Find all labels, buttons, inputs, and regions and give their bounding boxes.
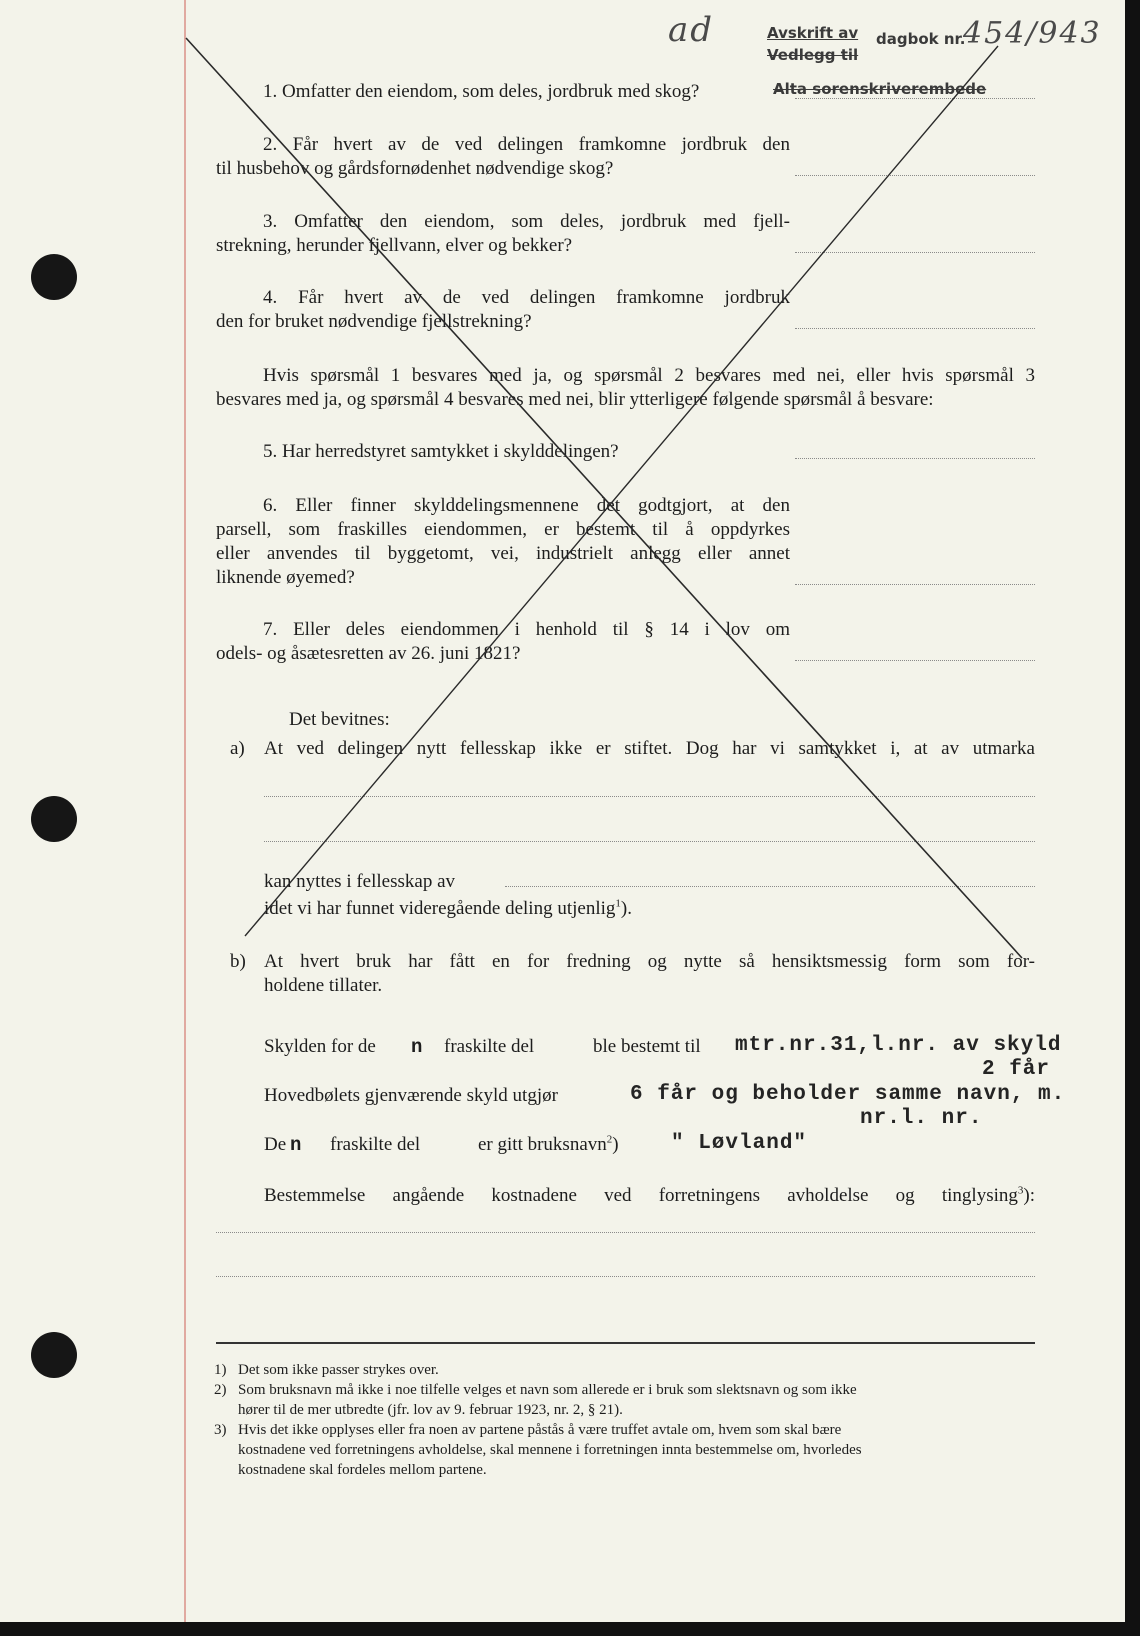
question-7-line2: odels- og åsætesretten av 26. juni 1821? [216, 643, 521, 664]
item-a-line1: At ved delingen nytt fellesskap ikke er stiftet. Dog har vi samtykket i, at av utmarka [264, 738, 1035, 759]
stamp-dagbok: dagbok nr. [876, 30, 966, 48]
footnote-3-mark: 3) [214, 1422, 227, 1438]
bruksnavn-label-mid: fraskilte del [330, 1134, 421, 1155]
handwritten-dagbok-number: 454/943 [963, 16, 1102, 51]
question-7-line1: 7. Eller deles eiendommen i henhold til § 14 i lov om [263, 619, 790, 640]
footnote-3-line3: kostnadene skal fordeles mellom partene. [238, 1462, 487, 1478]
question-6-line1: 6. Eller finner skylddelingsmennene det godtgjort, at den [263, 495, 790, 516]
item-b-line2: holdene tillater. [264, 975, 383, 996]
stamp-sorenskriver: Alta sorenskriverembede [773, 80, 987, 98]
item-a-line2: kan nyttes i fellesskap av [264, 871, 456, 892]
question-1: 1. Omfatter den eiendom, som deles, jordbruk med skog? [263, 81, 700, 102]
skyld-line1-label: Skylden for de [264, 1036, 376, 1057]
bruksnavn-typed-n: n [290, 1134, 302, 1156]
footnote-2-line2: hører til de mer utbredte (jfr. lov av 9. februar 1923, nr. 2, § 21). [238, 1402, 623, 1418]
hovedbol-typed-value-2: nr.l. nr. [860, 1107, 983, 1130]
stamp-avskrift: Avskrift av [767, 24, 859, 42]
skyld-line1-mid: fraskilte del [444, 1036, 535, 1057]
skyld-line1-end: ble bestemt til [593, 1036, 701, 1057]
question-4-line1: 4. Får hvert av de ved delingen framkomne jordbruk [263, 287, 790, 308]
item-b-line1: At hvert bruk har fått en for fredning og nytte så hensiktsmessig form som for- [264, 951, 1035, 972]
question-5: 5. Har herredstyret samtykket i skylddelingen? [263, 441, 619, 462]
question-2-line2: til husbehov og gårdsfornødenhet nødvendige skog? [216, 158, 614, 179]
footnote-2-line1: Som bruksnavn må ikke i noe tilfelle velges et navn som allerede er i bruk som slektsnavn og som ikke [238, 1382, 857, 1398]
skyld-typed-value-2: 2 får [982, 1058, 1051, 1081]
question-2-line1: 2. Får hvert av de ved delingen framkomne jordbruk den [263, 134, 790, 155]
item-b-marker: b) [230, 951, 246, 972]
stamp-vedlegg: Vedlegg til [767, 46, 859, 64]
footnote-3-line1: Hvis det ikke opplyses eller fra noen av partene påstås å være truffet avtale om, hvem som skal bære [238, 1422, 842, 1438]
question-6-line3: eller anvendes til byggetomt, vei, industrielt anlegg eller annet [216, 543, 790, 564]
question-6-line2: parsell, som fraskilles eiendommen, er bestemt til å oppdyrkes [216, 519, 790, 540]
footnote-3-line2: kostnadene ved forretningens avholdelse, skal mennene i forretningen innta bestemmelse om, hvorledes [238, 1442, 862, 1458]
footnote-1: Det som ikke passer strykes over. [238, 1362, 439, 1378]
question-6-line4: liknende øyemed? [216, 567, 355, 588]
item-a-marker: a) [230, 738, 245, 759]
question-3-line1: 3. Omfatter den eiendom, som deles, jordbruk med fjell- [263, 211, 790, 232]
testimony-intro: Det bevitnes: [289, 709, 390, 730]
bruksnavn-label-end: er gitt bruksnavn$^2$) [478, 1133, 619, 1155]
costs-label: Bestemmelse angående kostnadene ved forretningens avholdelse og tinglysing$^3$): [264, 1184, 1035, 1206]
skyld-typed-value: mtr.nr.31,l.nr. av skyld [735, 1034, 1062, 1057]
hovedbol-typed-value: 6 får og beholder samme navn, m. [630, 1083, 1066, 1106]
conditional-instruction-line2: besvares med ja, og spørsmål 4 besvares med nei, blir ytterligere følgende spørsmål å besvare: [216, 389, 934, 410]
item-a-line3: idet vi har funnet videregående deling utjenlig$^1$). [264, 897, 632, 919]
footnote-2-mark: 2) [214, 1382, 227, 1398]
handwritten-initials: ad [668, 10, 715, 50]
bruksnavn-typed-value: " Løvland" [671, 1132, 808, 1155]
question-4-line2: den for bruket nødvendige fjellstrekning? [216, 311, 532, 332]
skyld-line1-typed-n: n [411, 1036, 423, 1058]
conditional-instruction-line1: Hvis spørsmål 1 besvares med ja, og spørsmål 2 besvares med nei, eller hvis spørsmål 3 [263, 365, 1035, 386]
bruksnavn-label-prefix: De [264, 1134, 287, 1155]
hovedbol-label: Hovedbølets gjenværende skyld utgjør [264, 1085, 558, 1106]
cross-stroke-1 [186, 38, 1022, 958]
footnote-1-mark: 1) [214, 1362, 227, 1378]
question-3-line2: strekning, herunder fjellvann, elver og bekker? [216, 235, 573, 256]
cross-stroke-2 [245, 46, 998, 936]
